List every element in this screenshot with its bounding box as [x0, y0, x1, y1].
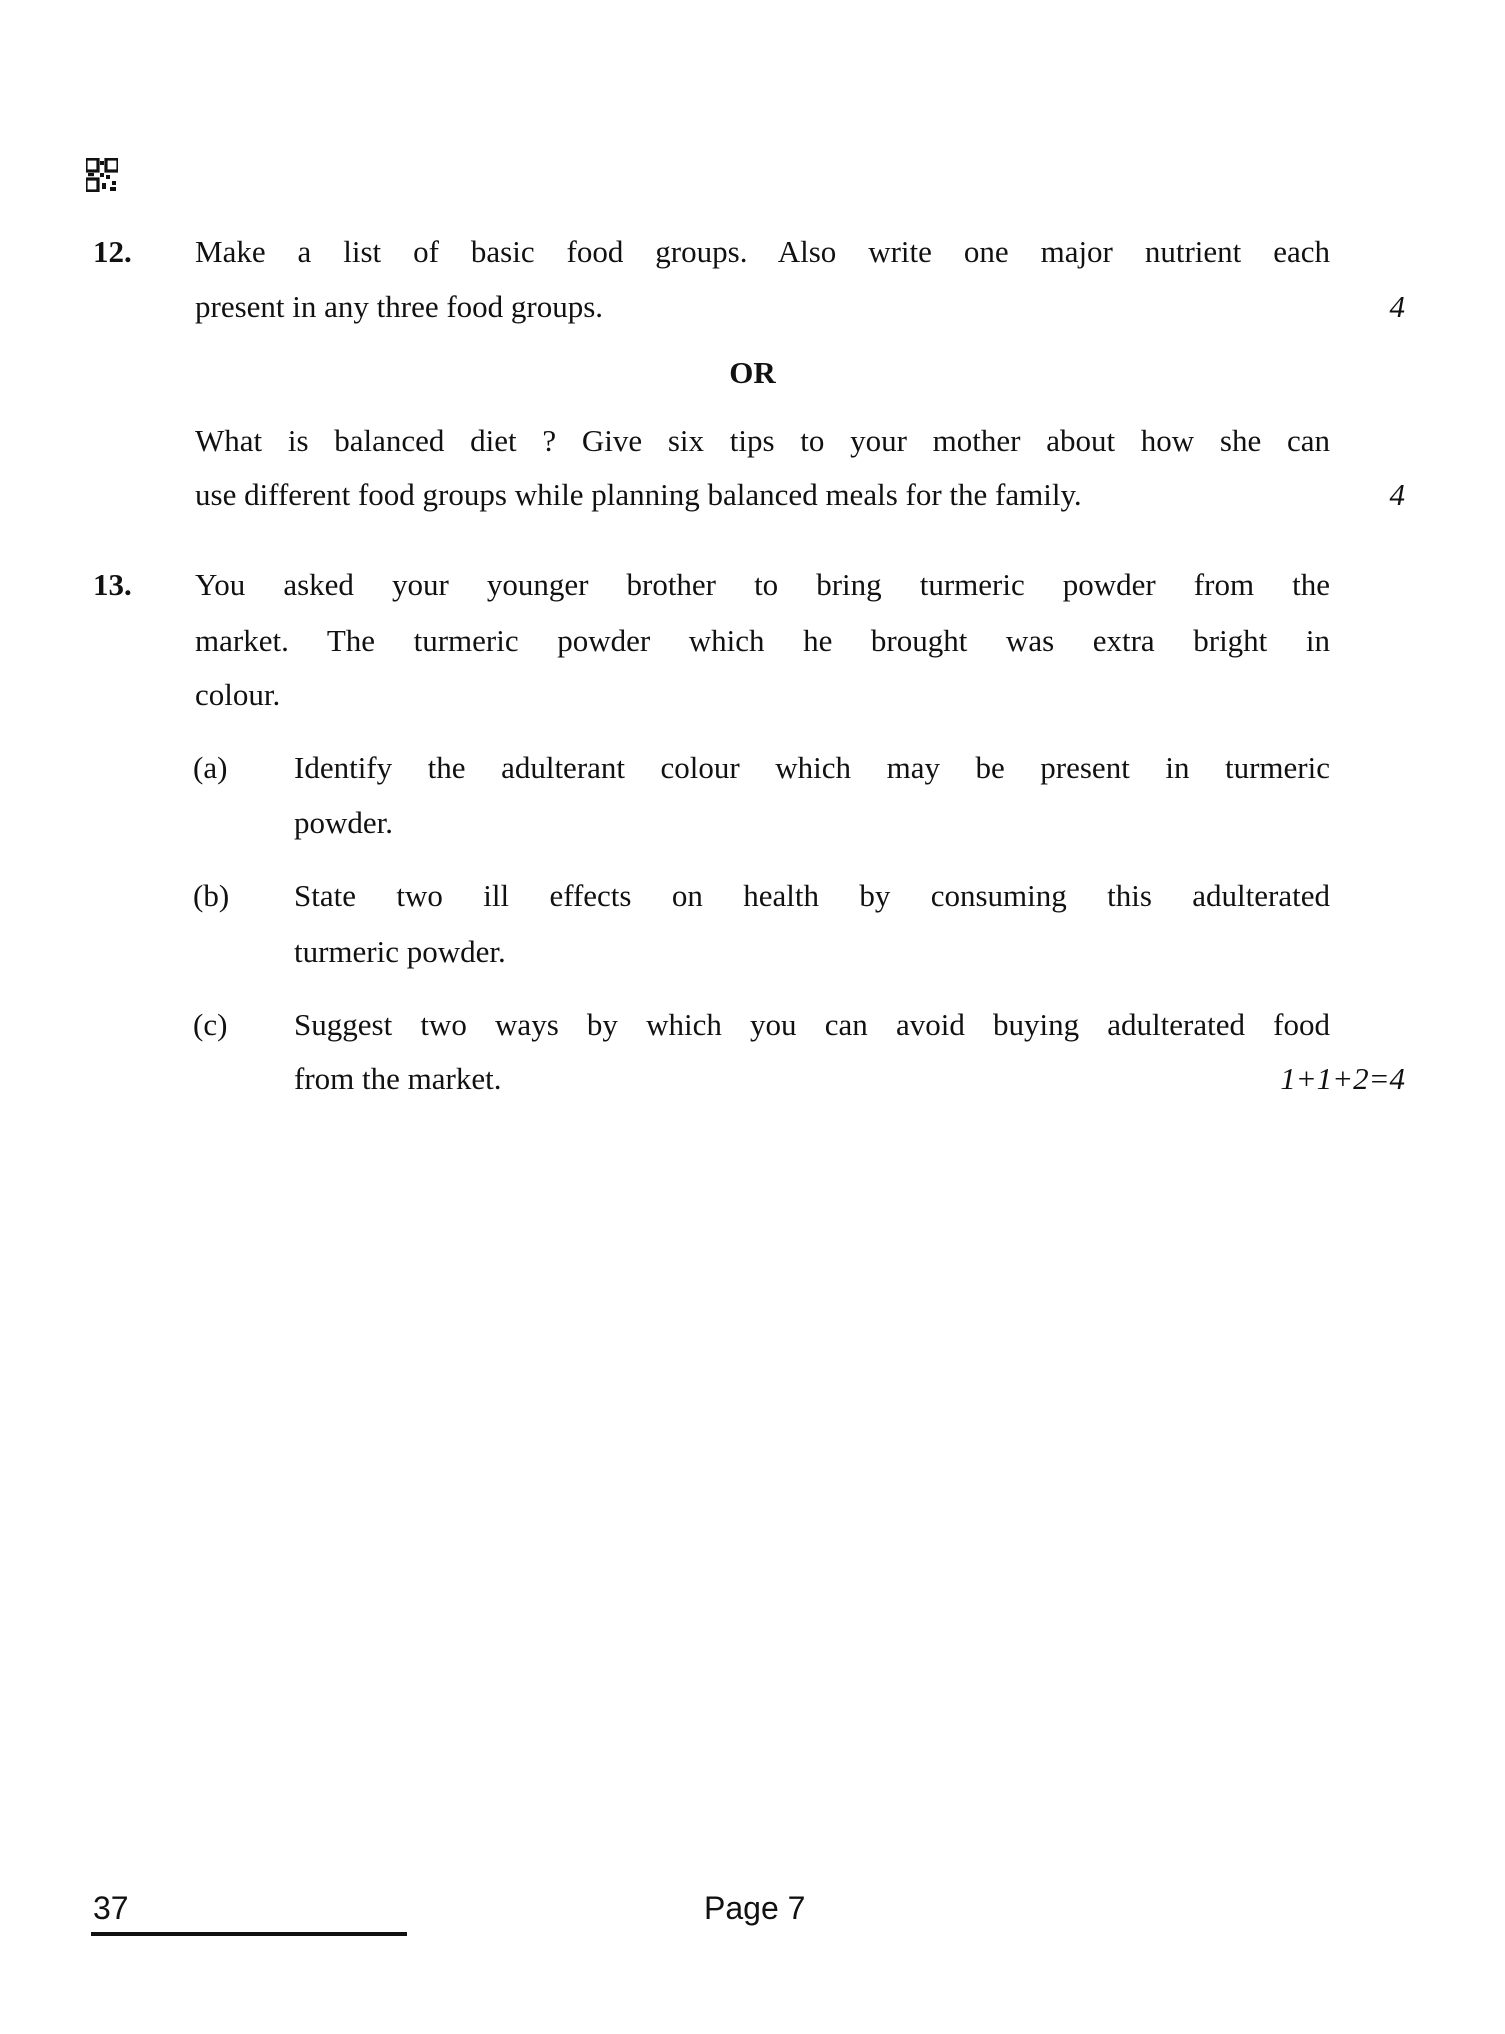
part-text: from the market.	[294, 1061, 502, 1096]
part-label: (a)	[193, 750, 228, 785]
marks: 4	[1389, 477, 1405, 512]
part-label: (b)	[193, 878, 230, 913]
footer-rule	[91, 1932, 407, 1936]
part-text: Identify the adulterant colour which may be present in turmeric	[294, 750, 1330, 785]
marks: 1+1+2=4	[1280, 1061, 1405, 1096]
question-text: You asked your younger brother to bring turmeric powder from the	[195, 567, 1330, 602]
qr-code-icon	[86, 158, 118, 192]
question-text: What is balanced diet ? Give six tips to your mother about how she can	[195, 423, 1330, 458]
question-text: colour.	[195, 677, 281, 712]
or-separator: OR	[729, 355, 776, 390]
question-number: 13.	[93, 567, 132, 602]
part-label: (c)	[193, 1007, 228, 1042]
question-text: market. The turmeric powder which he brought was extra bright in	[195, 623, 1330, 658]
question-text: Make a list of basic food groups. Also write one major nutrient each	[195, 234, 1330, 269]
part-text: turmeric powder.	[294, 934, 506, 969]
page-number: Page 7	[704, 1890, 806, 1926]
question-text: use different food groups while planning balanced meals for the family.	[195, 477, 1082, 512]
part-text: powder.	[294, 805, 394, 840]
marks: 4	[1389, 289, 1405, 324]
question-number: 12.	[93, 234, 132, 269]
part-text: State two ill effects on health by consuming this adulterated	[294, 878, 1330, 913]
question-text: present in any three food groups.	[195, 289, 604, 324]
paper-code: 37	[93, 1890, 129, 1926]
part-text: Suggest two ways by which you can avoid buying adulterated food	[294, 1007, 1330, 1042]
